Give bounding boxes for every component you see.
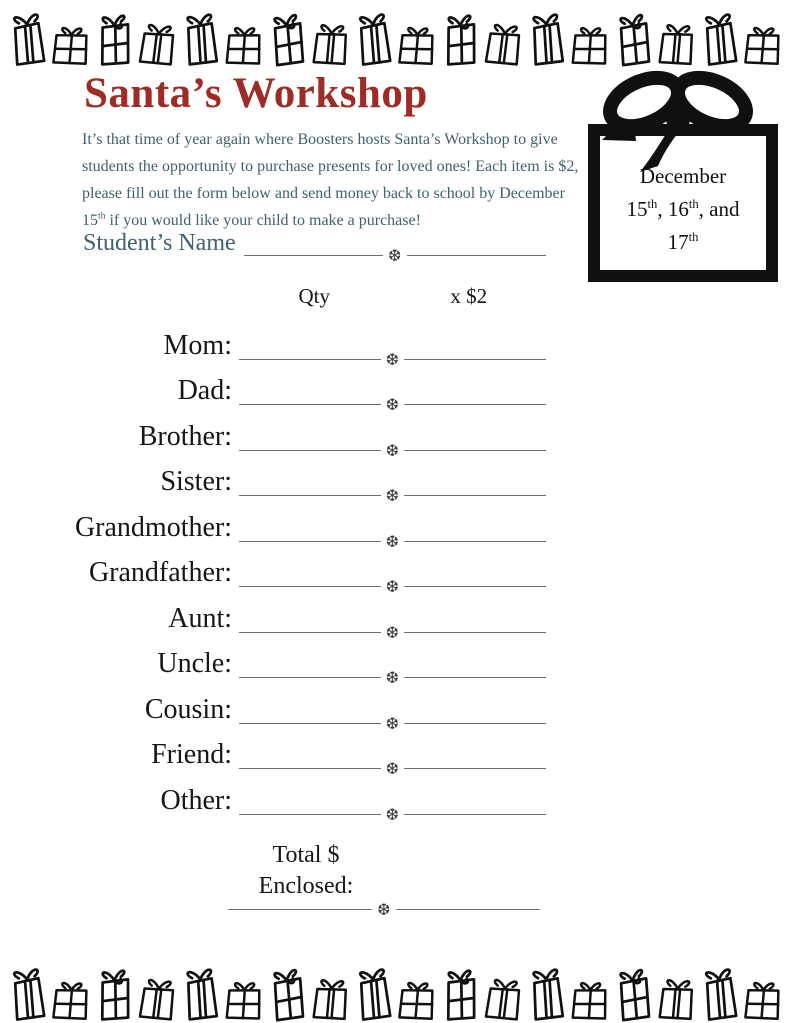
total-line-left[interactable] — [228, 909, 372, 910]
row-field: ❆ — [239, 814, 546, 815]
ordinal-suffix: th — [688, 197, 699, 211]
price-field[interactable] — [404, 404, 546, 405]
total-line-right[interactable] — [396, 909, 540, 910]
row-field: ❆ — [239, 359, 546, 360]
purchase-row-label: Aunt: — [168, 602, 232, 634]
column-headers — [237, 284, 546, 309]
total-block — [228, 840, 540, 919]
price-field[interactable] — [404, 677, 546, 678]
gift-icon — [351, 6, 397, 68]
price-field[interactable] — [404, 450, 546, 451]
gift-icon — [569, 972, 611, 1022]
purchase-row-label: Dad: — [177, 375, 232, 406]
gift-icon — [524, 6, 569, 67]
ordinal-suffix: th — [98, 210, 106, 222]
gift-icon — [610, 4, 657, 68]
gift-icon — [654, 14, 698, 67]
qty-field[interactable] — [239, 541, 381, 542]
gift-icon — [741, 972, 784, 1023]
intro-text-2: if you would like your child to make a purchase! — [105, 212, 421, 229]
gift-border-bottom — [0, 955, 791, 1023]
gift-icon — [395, 17, 438, 68]
purchase-row-label: Sister: — [160, 466, 232, 497]
qty-field[interactable] — [239, 359, 381, 360]
qty-field[interactable] — [239, 768, 381, 769]
qty-field[interactable] — [239, 450, 381, 451]
total-enclosed-field[interactable]: ❆ — [228, 909, 540, 910]
purchase-row — [0, 633, 546, 687]
intro-paragraph — [82, 126, 587, 234]
date-line-1: December — [639, 164, 727, 188]
total-label-line1: Total $ — [272, 842, 340, 868]
price-column-header: x $2 — [450, 284, 488, 308]
price-field[interactable] — [404, 632, 546, 633]
gift-icon — [697, 961, 743, 1023]
price-field[interactable] — [404, 586, 546, 587]
gift-icon — [223, 972, 265, 1022]
gift-icon — [93, 5, 136, 67]
purchase-row-label: Grandmother: — [74, 511, 232, 543]
price-field[interactable] — [404, 359, 546, 360]
gift-icon — [654, 969, 698, 1022]
gift-icon — [395, 972, 438, 1023]
purchase-row-label: Uncle: — [157, 648, 232, 679]
student-name-row — [83, 230, 546, 266]
total-label-line2: Enclosed: — [258, 873, 354, 899]
purchase-row — [0, 405, 546, 460]
gift-icon — [135, 969, 181, 1023]
row-field: ❆ — [239, 541, 546, 542]
qty-field[interactable] — [239, 677, 381, 678]
date-line-3: 17th — [667, 230, 699, 254]
price-field[interactable] — [404, 723, 546, 724]
gift-icon — [439, 960, 482, 1022]
gift-icon — [309, 969, 353, 1022]
gift-icon — [741, 17, 784, 68]
qty-field[interactable] — [239, 723, 381, 724]
row-field: ❆ — [239, 404, 546, 405]
intro-text-1: It’s that time of year again where Boosters hosts Santa’s Workshop to give students the opportunity to purchase presents for loved ones! Each item is $2, please fill out the form below and send money back to school by December 15 — [82, 131, 579, 229]
price-field[interactable] — [404, 541, 546, 542]
qty-field[interactable] — [239, 586, 381, 587]
student-name-line-right[interactable] — [407, 255, 546, 256]
row-field: ❆ — [239, 677, 546, 678]
gift-icon — [5, 961, 51, 1023]
gift-icon — [264, 4, 311, 68]
purchase-row — [0, 496, 546, 551]
gift-icon — [178, 6, 223, 67]
gift-icon — [697, 6, 743, 68]
qty-field[interactable] — [239, 814, 381, 815]
price-field[interactable] — [404, 495, 546, 496]
total-label — [228, 840, 384, 902]
gift-icon — [481, 969, 527, 1023]
purchase-row-label: Friend: — [151, 739, 232, 770]
gift-icon — [5, 6, 51, 68]
qty-field[interactable] — [239, 404, 381, 405]
qty-field[interactable] — [239, 495, 381, 496]
price-field[interactable] — [404, 814, 546, 815]
gift-icon — [569, 17, 611, 67]
ordinal-suffix: th — [647, 197, 658, 211]
gift-icon — [264, 959, 311, 1023]
date-line-2: 15th, 16th, and — [626, 197, 740, 221]
row-field: ❆ — [239, 723, 546, 724]
gift-icon — [223, 17, 265, 67]
purchase-row — [0, 451, 546, 505]
purchase-row — [0, 678, 546, 733]
gift-icon — [610, 959, 657, 1023]
gift-icon — [351, 961, 397, 1023]
purchase-row — [0, 314, 546, 369]
gift-icon — [50, 17, 93, 68]
gift-icon — [135, 14, 181, 69]
purchase-row-label: Other: — [160, 784, 232, 816]
price-field[interactable] — [404, 768, 546, 769]
purchase-row-label: Mom: — [163, 329, 232, 361]
gift-icon — [524, 961, 569, 1022]
row-field: ❆ — [239, 450, 546, 451]
row-field: ❆ — [239, 586, 546, 587]
bow-icon — [592, 62, 764, 182]
qty-column-header: Qty — [298, 284, 330, 308]
gift-icon — [178, 961, 223, 1022]
purchase-row-label: Cousin: — [144, 693, 232, 725]
purchase-row — [0, 724, 546, 778]
gift-icon — [439, 5, 482, 67]
purchase-row — [0, 542, 546, 596]
qty-field[interactable] — [239, 632, 381, 633]
gift-icon — [50, 972, 93, 1023]
page-title: Santa’s Workshop — [84, 70, 428, 117]
row-field: ❆ — [239, 495, 546, 496]
purchase-row — [0, 769, 546, 824]
row-field: ❆ — [239, 632, 546, 633]
purchase-row-label: Brother: — [138, 420, 232, 452]
student-name-label: Student’s Name — [83, 230, 236, 256]
student-name-field[interactable]: ❆ — [244, 255, 546, 256]
row-field: ❆ — [239, 768, 546, 769]
purchase-row — [0, 360, 546, 414]
purchase-row-label: Grandfather: — [88, 557, 232, 588]
gift-icon — [309, 14, 353, 67]
purchase-row — [0, 587, 546, 642]
ordinal-suffix: th — [688, 230, 699, 244]
gift-border-top — [0, 0, 791, 68]
gift-icon — [93, 960, 136, 1022]
purchase-rows — [0, 314, 546, 824]
student-name-line-left[interactable] — [244, 255, 383, 256]
gift-icon — [481, 14, 527, 69]
